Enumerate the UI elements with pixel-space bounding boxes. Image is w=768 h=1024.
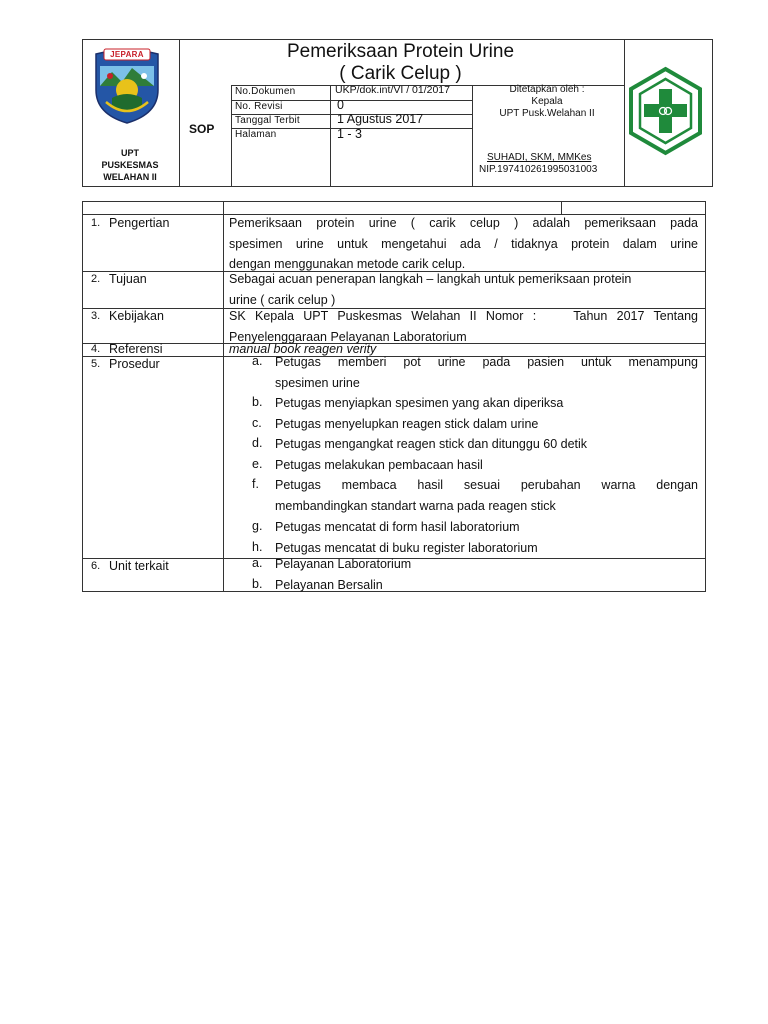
section-number: 5. <box>91 358 101 370</box>
org-name <box>82 147 178 183</box>
procedure-list <box>222 354 700 554</box>
list-item: Petugas menyelupkan reagen stick dalam urine <box>275 417 539 431</box>
section-number: 6. <box>91 560 101 572</box>
list-item: Petugas mencatat di form hasil laboratorium <box>275 520 520 534</box>
approval-line-3: UPT Pusk.Welahan II <box>499 108 595 119</box>
list-item: Petugas mencatat di buku register laboratorium <box>275 541 538 555</box>
section-number: 2. <box>91 273 101 285</box>
list-item: Petugas mengangkat reagen stick dan ditunggu 60 detik <box>275 437 588 451</box>
approval-line-2: Kepala <box>531 96 563 107</box>
list-line: membandingkan standart warna pada reagen stick <box>275 498 556 513</box>
section-label: Pengertian <box>109 216 170 230</box>
meta-value-revision: 0 <box>337 98 344 112</box>
document-title <box>178 41 623 85</box>
list-line: Petugas membaca hasil sesuai perubahan warna dengan <box>275 478 698 492</box>
meta-value-doc-number: UKP/dok.int/VI / 01/2017 <box>335 84 450 96</box>
unit-list <box>222 556 700 596</box>
org-name-line-3: WELAHAN II <box>103 172 157 182</box>
section-content <box>229 213 698 275</box>
doc-type-label: SOP <box>189 122 215 136</box>
content-line: Sebagai acuan penerapan langkah – langkah untuk pemeriksaan protein <box>229 272 632 286</box>
section-label: Prosedur <box>109 357 160 371</box>
section-label: Tujuan <box>109 272 147 286</box>
list-marker: a. <box>252 354 263 368</box>
content-line: SK Kepala UPT Puskesmas Welahan II Nomor : Tahun 2017 Tentang <box>229 309 698 323</box>
meta-label-page: Halaman <box>235 129 277 140</box>
list-line: Petugas memberi pot urine pada pasien untuk menampung <box>275 355 698 369</box>
org-name-line-1: UPT <box>121 148 139 158</box>
section-number: 1. <box>91 217 101 229</box>
org-name-line-2: PUSKESMAS <box>101 160 159 170</box>
section-number: 4. <box>91 343 101 355</box>
list-marker: g. <box>252 519 263 533</box>
section-number: 3. <box>91 310 101 322</box>
list-marker: c. <box>252 416 262 430</box>
meta-label-revision: No. Revisi <box>235 101 283 112</box>
content-line: Penyelenggaraan Pelayanan Laboratorium <box>229 329 467 344</box>
approval-block <box>471 84 623 120</box>
list-item <box>275 352 698 393</box>
list-marker: d. <box>252 436 263 450</box>
list-item: Petugas menyiapkan spesimen yang akan diperiksa <box>275 396 564 410</box>
section-label: Unit terkait <box>109 559 169 573</box>
content-line: Pemeriksaan protein urine ( carik celup ) adalah pemeriksaan pada <box>229 216 698 230</box>
puskesmas-logo <box>627 65 704 158</box>
title-line-2: ( Carik Celup ) <box>339 63 462 84</box>
logo-label: JEPARA <box>110 50 144 59</box>
meta-label-issue-date: Tanggal Terbit <box>235 115 300 126</box>
meta-value-page: 1 - 3 <box>337 127 363 141</box>
list-item: Pelayanan Laboratorium <box>275 557 412 571</box>
list-marker: f. <box>252 477 259 491</box>
list-item: Pelayanan Bersalin <box>275 578 383 592</box>
list-line: spesimen urine <box>275 375 360 390</box>
content-line: dengan menggunakan metode carik celup. <box>229 257 466 271</box>
list-marker: a. <box>252 556 263 570</box>
meta-value-issue-date: 1 Agustus 2017 <box>337 112 424 126</box>
title-line-1: Pemeriksaan Protein Urine <box>286 41 515 62</box>
list-marker: b. <box>252 395 263 409</box>
approver-name: SUHADI, SKM, MMKes <box>487 152 592 163</box>
list-marker: b. <box>252 577 263 591</box>
approval-line-1: Ditetapkan oleh : <box>509 84 585 95</box>
list-marker: h. <box>252 540 263 554</box>
content-line: urine ( carik celup ) <box>229 292 336 307</box>
list-item: Petugas melakukan pembacaan hasil <box>275 458 483 472</box>
approver-nip: NIP.197410261995031003 <box>479 164 598 175</box>
content-line: spesimen urine untuk mengetahui ada / tidaknya protein dalam urine <box>229 236 698 251</box>
section-label: Referensi <box>109 342 163 356</box>
section-label: Kebijakan <box>109 309 164 323</box>
section-content: manual book reagen verity <box>229 342 377 356</box>
section-content <box>229 269 698 310</box>
list-marker: e. <box>252 457 263 471</box>
list-item <box>275 475 698 516</box>
meta-label-doc-number: No.Dokumen <box>235 86 296 97</box>
